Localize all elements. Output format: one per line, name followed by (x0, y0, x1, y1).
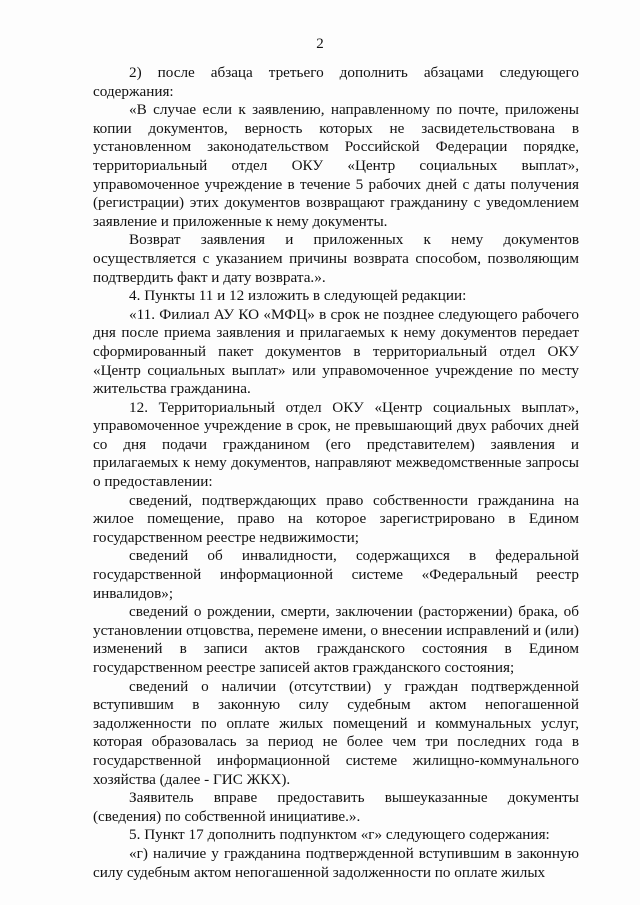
paragraph: 4. Пункты 11 и 12 изложить в следующей редакции: (129, 287, 467, 305)
page-number: 2 (316, 36, 324, 52)
paragraph: сведений об инвалидности, содержащихся в федеральной государственной информационной системе «Федеральный реестр инвалидов»; (93, 547, 579, 602)
paragraph: 2) после абзаца третьего дополнить абзацами следующего содержания: (93, 64, 579, 100)
paragraph: «В случае если к заявлению, направленному по почте, приложены копии документов, верность которых не засвидетельствована в установленном законодательством Российской Федерации порядке, территориальный отдел ОКУ «Центр социальных выплат», управомоченное учреждение в течение 5 рабочих дней с даты получения (регистрации) этих документов возвращают гражданину с уведомлением заявление и приложенные к нему документы. (93, 101, 579, 230)
paragraph: сведений о рождении, смерти, заключении (расторжении) брака, об установлении отцовства, перемене имени, о внесении исправлений и (или) изменений в записи актов гражданского состояния в Едином государственном реестре записей актов гражданского состояния; (93, 603, 579, 676)
paragraph: сведений, подтверждающих право собственности гражданина на жилое помещение, право на которое зарегистрировано в Едином государственном реестре недвижимости; (93, 491, 579, 546)
document-body (93, 64, 579, 882)
paragraph: Возврат заявления и приложенных к нему документов осуществляется с указанием причины возврата способом, позволяющим подтвердить факт и дату возврата.». (93, 231, 579, 286)
paragraph: «г) наличие у гражданина подтвержденной вступившим в законную силу судебным актом непогашенной задолженности по оплате жилых (93, 844, 579, 881)
paragraph: 12. Территориальный отдел ОКУ «Центр социальных выплат», управомоченное учреждение в срок, не превышающий двух рабочих дней со дня подачи гражданином (его представителем) заявления и прилагаемых к нему документов, направляют межведомственные запросы о предоставлении: (93, 398, 579, 491)
paragraph: сведений о наличии (отсутствии) у граждан подтвержденной вступившим в законную силу судебным актом непогашенной задолженности по оплате жилых помещений и коммунальных услуг, которая образовалась за период не более чем три последних года в государственной информационной системе жилищно-коммунального хозяйства (далее - ГИС ЖКХ). (93, 677, 579, 788)
paragraph: «11. Филиал АУ КО «МФЦ» в срок не позднее следующего рабочего дня после приема заявления и прилагаемых к нему документов передает сформированный пакет документов в территориальный отдел ОКУ «Центр социальных выплат» или управомоченное учреждение по месту жительства гражданина. (93, 305, 579, 398)
paragraph: 5. Пункт 17 дополнить подпунктом «г» следующего содержания: (129, 826, 550, 844)
paragraph: Заявитель вправе предоставить вышеуказанные документы (сведения) по собственной инициативе.». (93, 789, 579, 825)
